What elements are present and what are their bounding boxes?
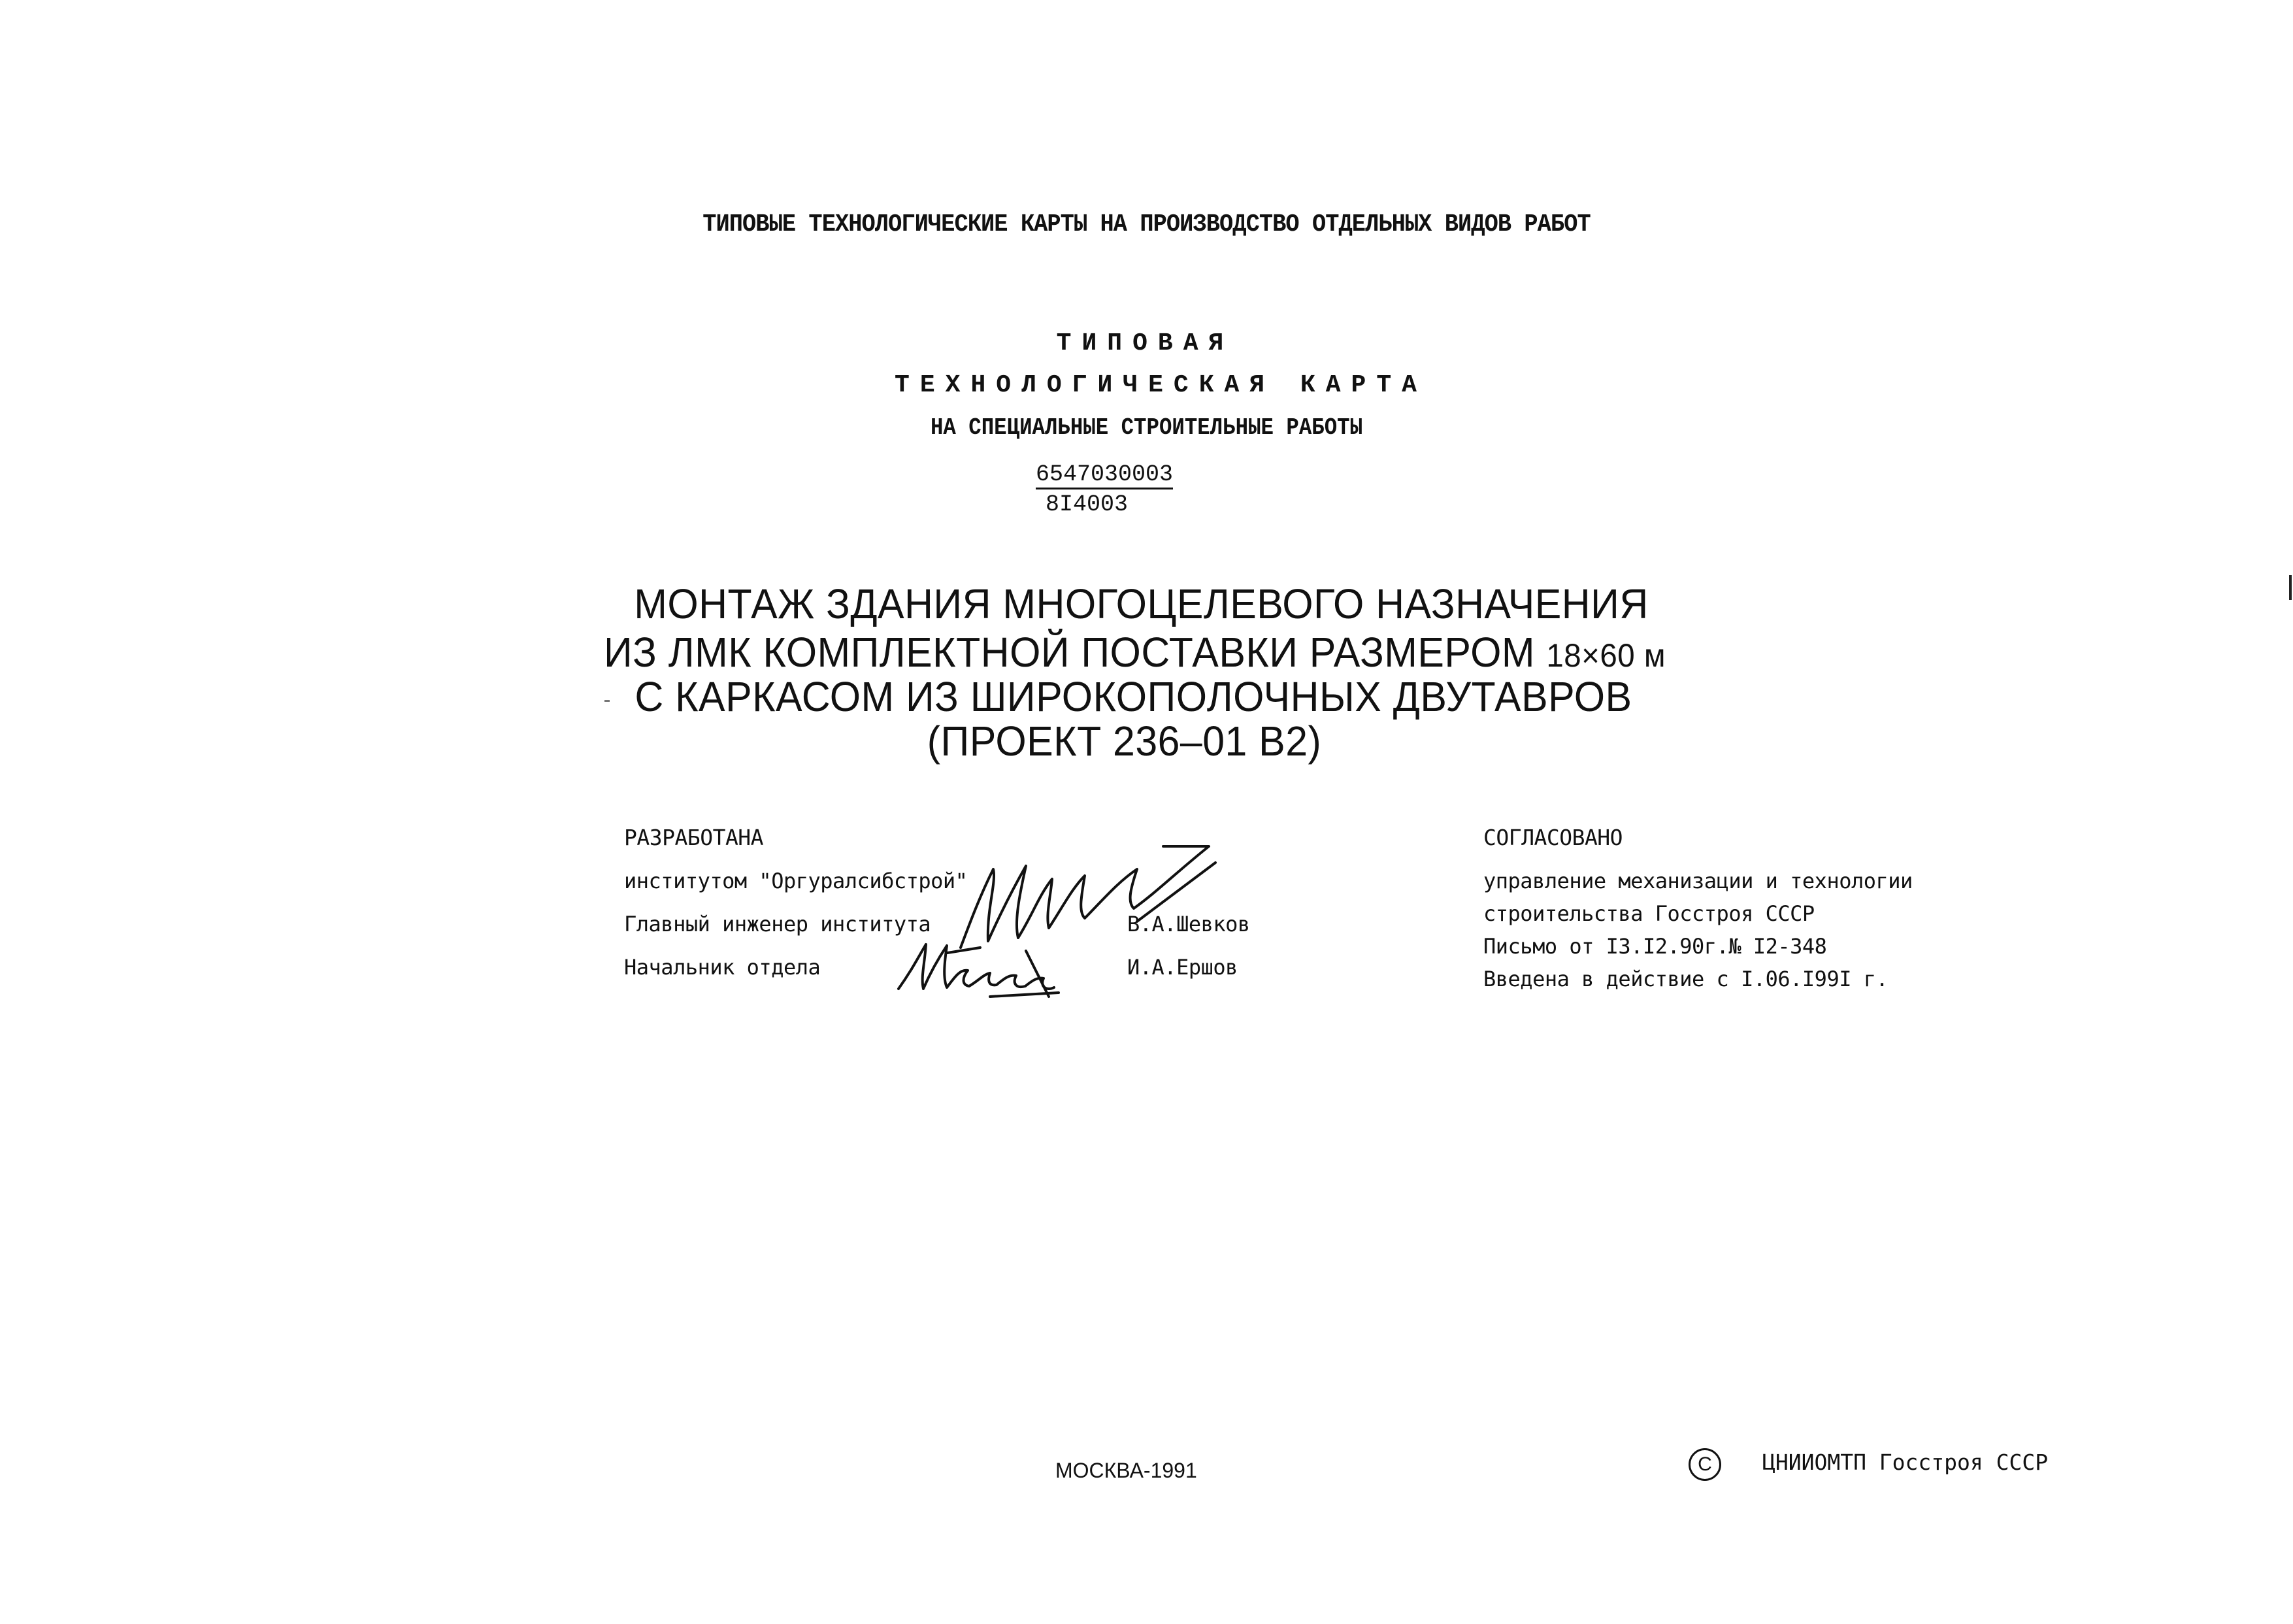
developed-institute: институтом "Оргуралсибстрой": [624, 869, 968, 893]
agreed-block: [1483, 816, 1913, 995]
agreed-line2: строительства Госстроя СССР: [1483, 901, 1815, 926]
developed-heading: РАЗРАБОТАНА: [624, 825, 764, 850]
agreed-line3: Письмо от I3.I2.90г.№ I2-348: [1483, 934, 1827, 959]
dept-head-name: И.А.Ершов: [1127, 955, 1238, 980]
doc-type-line1: ТИПОВАЯ: [1056, 329, 1234, 357]
code-numerator: 6547030003: [1036, 461, 1173, 489]
copyright-holder: ЦНИИОМТП Госстроя СССР: [1762, 1450, 2049, 1475]
copyright-icon: C: [1689, 1448, 1721, 1481]
chief-engineer-role: Главный инженер института: [624, 912, 931, 936]
city-year: МОСКВА-1991: [1055, 1459, 1197, 1482]
doc-type-line2: ТЕХНОЛОГИЧЕСКАЯ КАРТА: [895, 371, 1427, 399]
doc-type-line3: НА СПЕЦИАЛЬНЫЕ СТРОИТЕЛЬНЫЕ РАБОТЫ: [930, 414, 1363, 441]
agreed-heading: СОГЛАСОВАНО: [1483, 825, 1623, 850]
chief-engineer-name: В.А.Шевков: [1127, 912, 1250, 936]
title-line2: [46, 629, 2224, 679]
scan-edge-mark: [2289, 575, 2292, 600]
title-line1: МОНТАЖ ЗДАНИЯ МНОГОЦЕЛЕВОГО НАЗНАЧЕНИЯ: [634, 580, 1649, 627]
series-heading: ТИПОВЫЕ ТЕХНОЛОГИЧЕСКИЕ КАРТЫ НА ПРОИЗВОДСТВО ОТДЕЛЬНЫХ ВИДОВ РАБОТ: [702, 210, 1591, 239]
dept-head-signature: [892, 931, 1068, 1003]
agreed-line4: Введена в действие с I.06.I99I г.: [1483, 967, 1889, 991]
title-line3: С КАРКАСОМ ИЗ ШИРОКОПОЛОЧНЫХ ДВУТАВРОВ: [635, 673, 1632, 720]
title-line2-size: 18×60 м: [1546, 637, 1666, 674]
title-line2-main: ИЗ ЛМК КОМПЛЕКТНОЙ ПОСТАВКИ РАЗМЕРОМ: [604, 629, 1536, 676]
dept-head-role: Начальник отдела: [624, 955, 821, 980]
agreed-line1: управление механизации и технологии: [1483, 869, 1913, 893]
title-line4: (ПРОЕКТ 236–01 В2): [927, 718, 1322, 765]
code-denominator: 8I4003: [1046, 491, 1129, 518]
